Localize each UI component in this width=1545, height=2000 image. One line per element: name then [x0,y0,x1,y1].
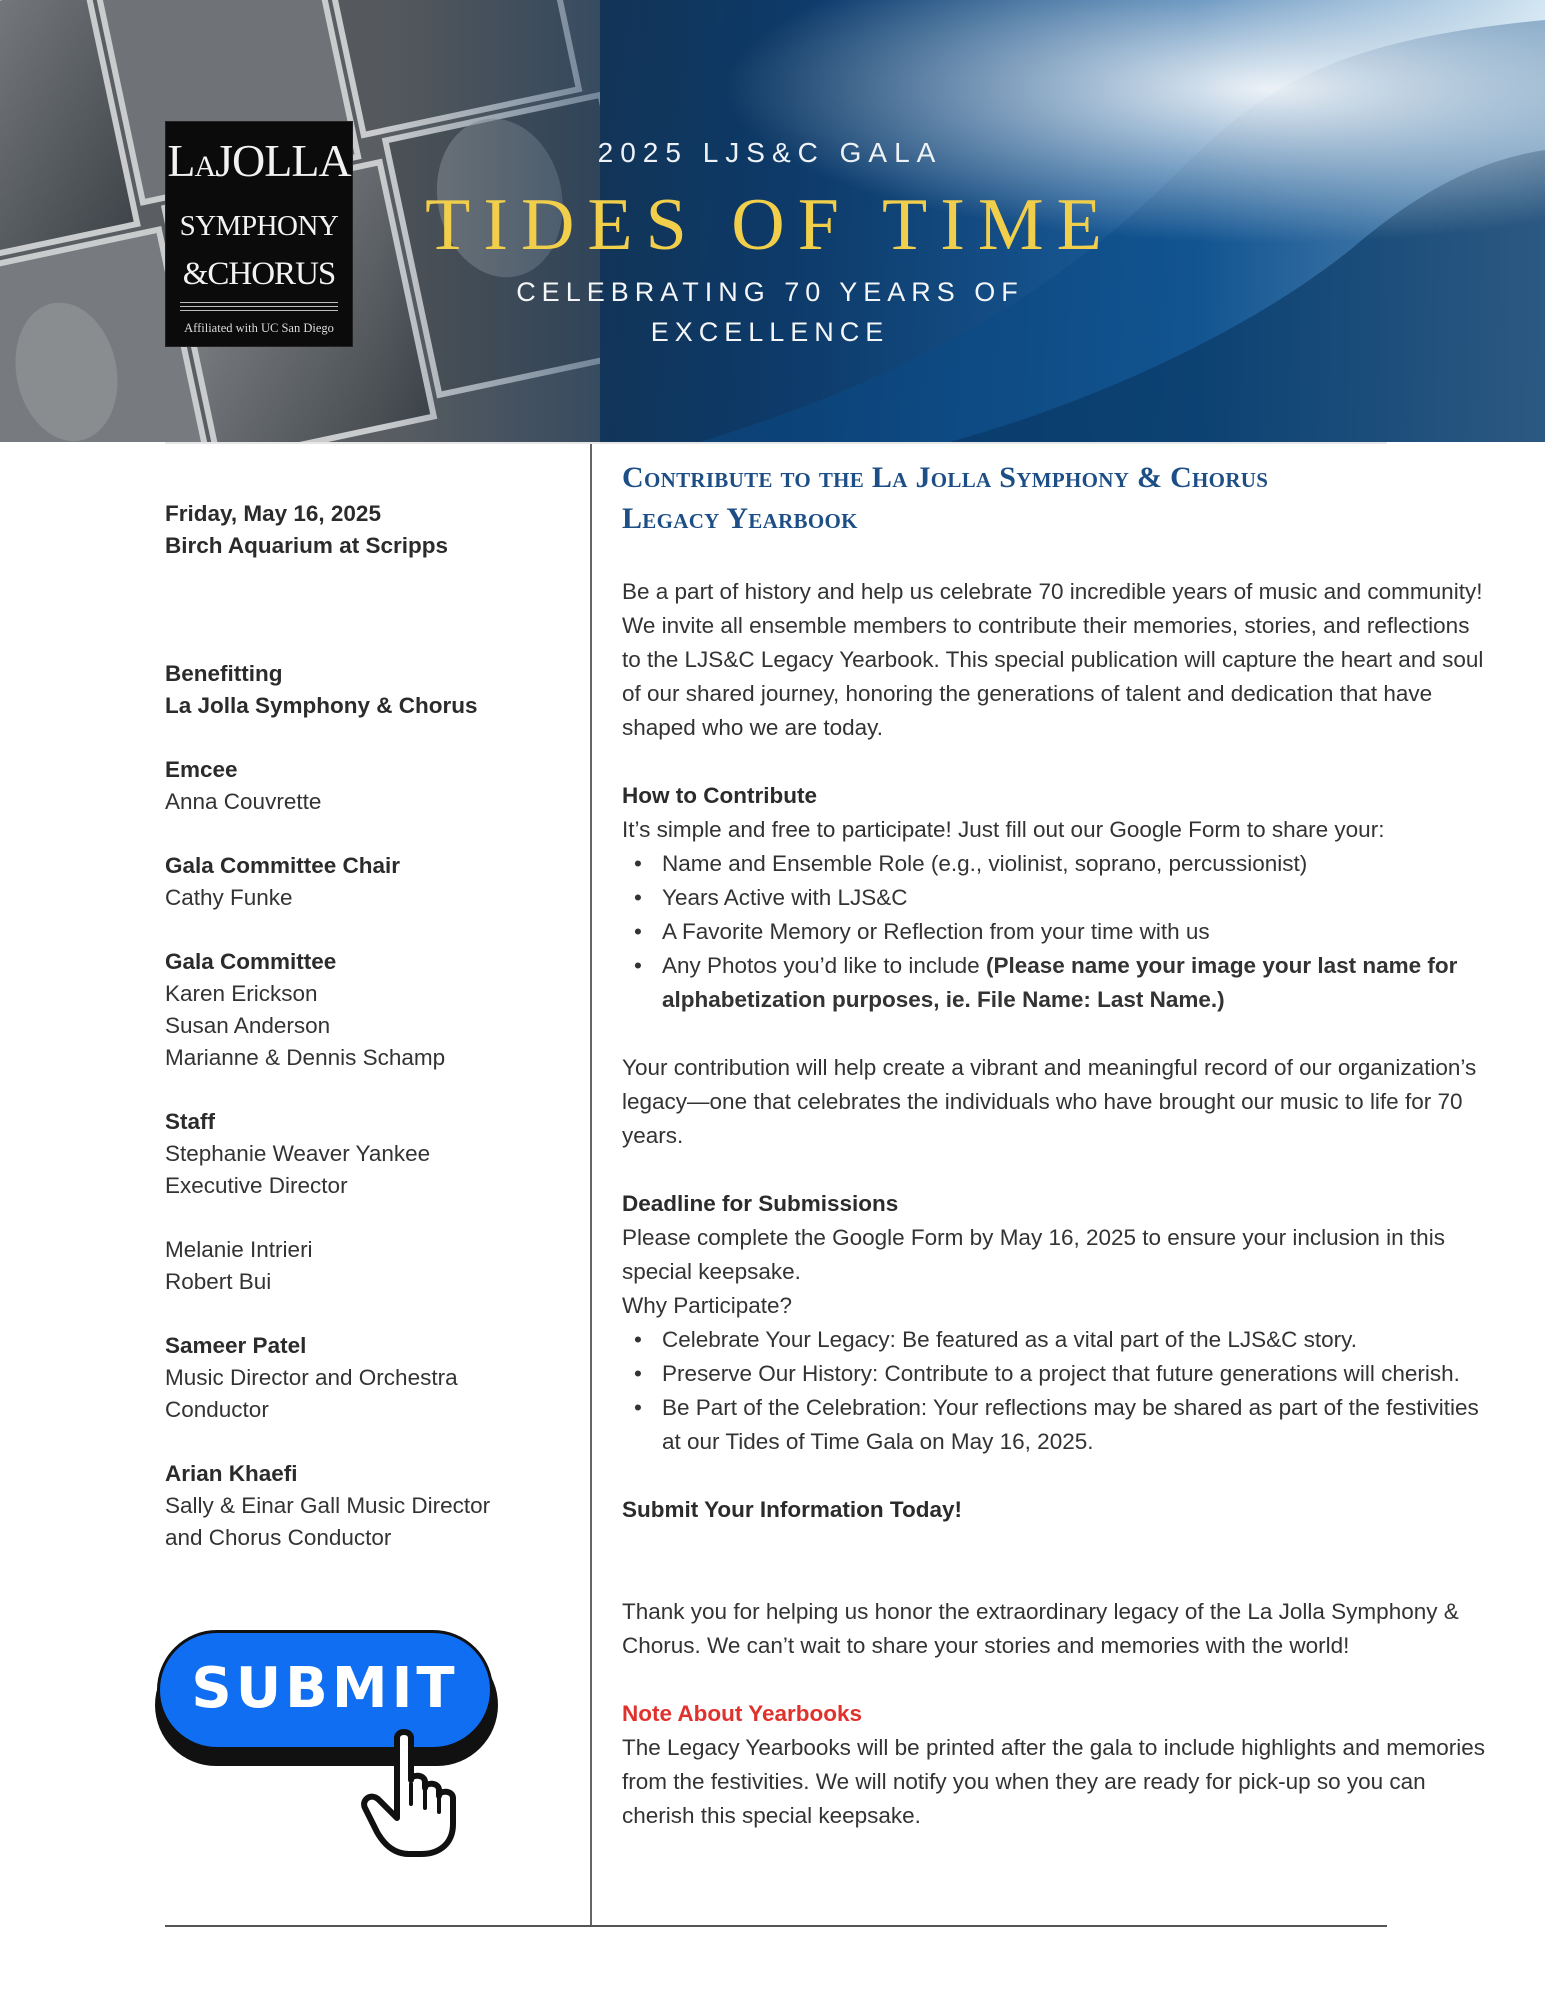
thank-you-paragraph: Thank you for helping us honor the extraordinary legacy of the La Jolla Symphony & Chorus. We can’t wait to share your stories and memories with the world! [622,1599,1459,1658]
gala-title: TIDES OF TIME [425,184,1115,266]
section-title-line-1: Contribute to the La Jolla Symphony & Chorus [622,461,1269,494]
photos-text: Any Photos you’d like to include [662,953,986,978]
chair-value: Cathy Funke [165,885,293,910]
deadline-heading: Deadline for Submissions [622,1191,899,1216]
section-title [622,457,1422,539]
committee-label: Gala Committee [165,949,337,974]
how-to-contribute-heading: How to Contribute [622,783,817,808]
list-item: • Celebrate Your Legacy: Be featured as a vital part of the LJS&C story. [622,1323,1492,1357]
submit-cta: Submit Your Information Today! [622,1497,962,1522]
staff-name: Stephanie Weaver Yankee [165,1141,431,1166]
header-banner [0,0,1545,442]
deadline-text: Please complete the Google Form by May 16, 2025 to ensure your inclusion in this special keepsake. [622,1225,1445,1284]
bottom-divider [165,1925,1387,1927]
pointing-hand-icon [359,1728,469,1858]
logo-line-1: LAJOLLA [167,135,351,186]
list-item: • Preserve Our History: Contribute to a project that future generations will cherish. [622,1357,1492,1391]
committee-group [165,946,565,1074]
committee-member: Susan Anderson [165,1013,331,1038]
yearbook-note-text: The Legacy Yearbooks will be printed after the gala to include highlights and memories from the festivities. We will notify you when they are ready for pick-up so you can cherish this special keepsake. [622,1735,1486,1828]
gala-subtitle-line-1: CELEBRATING 70 YEARS OF [516,277,1024,307]
emcee-group [165,754,565,818]
music-director-role: Music Director and Orchestra [165,1365,458,1390]
emcee-value: Anna Couvrette [165,789,322,814]
event-sidebar [165,498,565,1586]
event-date: Friday, May 16, 2025 [165,501,381,526]
music-director-group [165,1330,565,1426]
staff-group [165,1106,565,1202]
why-participate-heading: Why Participate? [622,1293,793,1318]
benefitting-group [165,658,565,722]
committee-member: Marianne & Dennis Schamp [165,1045,446,1070]
yearbook-note-heading: Note About Yearbooks [622,1701,863,1726]
list-item: • Name and Ensemble Role (e.g., violinist, soprano, percussionist) [622,847,1492,881]
list-item: • Years Active with LJS&C [622,881,1492,915]
chorus-director-role: and Chorus Conductor [165,1525,392,1550]
benefitting-value: La Jolla Symphony & Chorus [165,693,478,718]
logo-line-3: &CHORUS [182,256,336,292]
music-director-role: Conductor [165,1397,269,1422]
how-to-contribute-intro: It’s simple and free to participate! Just fill out our Google Form to share your: [622,817,1385,842]
yearbook-content [622,457,1492,1833]
why-participate-list [622,1323,1492,1459]
staff-member: Robert Bui [165,1269,272,1294]
photos-naming-note: (Please name your image your last name for alphabetization purposes, ie. File Name: Last Name.) [662,953,1458,1012]
submit-button-label[interactable]: SUBMIT [157,1630,493,1750]
benefitting-label: Benefitting [165,661,283,686]
chorus-director-role: Sally & Einar Gall Music Director [165,1493,491,1518]
logo-affiliation: Affiliated with UC San Diego [184,321,334,335]
contribute-list [622,847,1492,1017]
gala-subtitle-line-2: EXCELLENCE [650,317,890,347]
music-director-name: Sameer Patel [165,1333,307,1358]
chorus-director-group [165,1458,565,1554]
staff-member: Melanie Intrieri [165,1237,313,1262]
column-divider [590,444,592,1926]
staff-role: Executive Director [165,1173,348,1198]
event-date-venue [165,498,565,562]
chorus-director-name: Arian Khaefi [165,1461,298,1486]
chair-label: Gala Committee Chair [165,853,401,878]
list-item: • A Favorite Memory or Reflection from your time with us [622,915,1492,949]
intro-paragraph: Be a part of history and help us celebrate 70 incredible years of music and community! We invite all ensemble members to contribute their memories, stories, and reflections to the LJS&C Legacy Yearbook. This special publication will capture the heart and soul of our shared journey, honoring the generations of talent and dedication that have shaped who we are today. [622,579,1484,740]
chair-group [165,850,565,914]
submit-button[interactable] [153,1628,503,1848]
staff-label: Staff [165,1109,215,1134]
emcee-label: Emcee [165,757,238,782]
logo-line-2: SYMPHONY [179,210,339,242]
event-venue: Birch Aquarium at Scripps [165,533,448,558]
committee-member: Karen Erickson [165,981,318,1006]
gala-subtitle [460,272,1080,352]
gala-year: 2025 LJS&C GALA [597,137,943,168]
section-title-line-2: Legacy Yearbook [622,502,858,535]
staff-others-group [165,1234,565,1298]
list-item: • Be Part of the Celebration: Your reflections may be shared as part of the festivities at our Tides of Time Gala on May 16, 2025. [622,1391,1492,1459]
contribution-paragraph: Your contribution will help create a vibrant and meaningful record of our organization’s legacy—one that celebrates the individuals who have brought our music to life for 70 years. [622,1055,1477,1148]
top-divider [165,442,1387,444]
list-item-photos [622,949,1492,1017]
